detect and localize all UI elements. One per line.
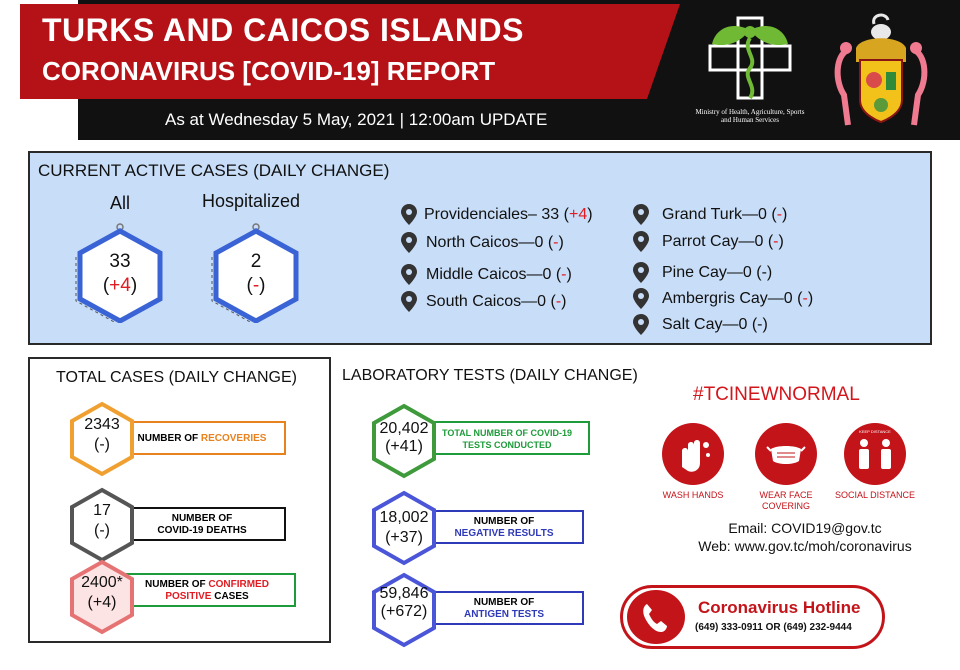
all-label: All xyxy=(110,193,131,213)
caduceus-icon xyxy=(690,10,810,105)
face-mask-icon xyxy=(755,423,817,485)
recoveries-tag: NUMBER OF RECOVERIES xyxy=(118,421,286,455)
antigen-tests-tag: NUMBER OF ANTIGEN TESTS xyxy=(424,591,584,625)
location-pin-icon xyxy=(632,203,650,227)
deaths-hexagon xyxy=(68,487,136,563)
recoveries-value: 2343 xyxy=(84,416,120,433)
deaths-value: 17 xyxy=(93,502,111,519)
deaths-change: (-) xyxy=(94,522,110,539)
recoveries-change: (-) xyxy=(94,436,110,453)
island-grand-turk: Grand Turk—0 (-) xyxy=(632,203,787,227)
location-pin-icon xyxy=(400,231,418,255)
ministry-logo xyxy=(690,10,810,135)
negative-results-change: (+37) xyxy=(385,529,423,546)
hotline-title: Coronavirus Hotline xyxy=(698,598,861,617)
confirmed-tag: NUMBER OF CONFIRMED POSITIVE CASES xyxy=(118,573,296,607)
update-timestamp: As at Wednesday 5 May, 2021 | 12:00am UPDATE xyxy=(165,110,548,129)
deaths-tag: NUMBER OF COVID-19 DEATHS xyxy=(118,507,286,541)
tests-conducted-hexagon xyxy=(370,403,438,479)
page-title: TURKS AND CAICOS ISLANDS xyxy=(42,12,524,48)
hospitalized-hexagon xyxy=(208,223,304,323)
social-distance-label: SOCIAL DISTANCE xyxy=(834,490,915,500)
coat-of-arms-logo xyxy=(826,10,936,135)
all-active-hexagon xyxy=(72,223,168,323)
confirmed-change: (+4) xyxy=(87,594,117,611)
hotline-badge xyxy=(620,585,885,649)
hospitalized-value: 2 xyxy=(250,251,262,272)
hashtag: #TCINEWNORMAL xyxy=(693,384,860,405)
active-cases-heading: CURRENT ACTIVE CASES (DAILY CHANGE) xyxy=(38,161,390,180)
total-cases-panel xyxy=(28,357,331,643)
wash-hands-label: WASH HANDS xyxy=(662,490,724,500)
contact-info xyxy=(690,519,920,555)
recoveries-hexagon xyxy=(68,401,136,477)
keep-distance-sign: KEEP DISTANCE xyxy=(859,429,891,434)
tests-conducted-value: 20,402 xyxy=(379,420,429,437)
ministry-name: Ministry of Health, Agriculture, Sports and Human Services xyxy=(695,108,805,124)
contact-web: Web: www.gov.tc/moh/coronavirus xyxy=(698,538,912,554)
location-pin-icon xyxy=(632,287,650,311)
page-subtitle: CORONAVIRUS [COVID-19] REPORT xyxy=(42,56,496,86)
tests-conducted-tag: TOTAL NUMBER OF COVID-19 TESTS CONDUCTED xyxy=(424,421,590,455)
location-pin-icon xyxy=(632,230,650,254)
island-ambergris-cay: Ambergris Cay—0 (-) xyxy=(632,287,813,311)
phone-icon xyxy=(627,590,685,644)
island-pine-cay: Pine Cay—0 (-) xyxy=(632,261,772,285)
hospitalized-change: (-) xyxy=(246,275,266,296)
location-pin-icon xyxy=(632,313,650,337)
island-south-caicos: South Caicos—0 (-) xyxy=(400,290,567,314)
header xyxy=(0,0,960,140)
total-cases-heading: TOTAL CASES (DAILY CHANGE) xyxy=(56,369,297,386)
antigen-tests-hexagon xyxy=(370,572,438,648)
negative-results-value: 18,002 xyxy=(379,509,429,526)
coat-of-arms-icon xyxy=(826,10,936,135)
location-pin-icon xyxy=(400,203,418,227)
lab-tests-heading: LABORATORY TESTS (DAILY CHANGE) xyxy=(342,367,638,384)
hotline-numbers: (649) 333-0911 OR (649) 232-9444 xyxy=(695,622,852,633)
confirmed-value: 2400* xyxy=(81,574,123,591)
island-middle-caicos: Middle Caicos—0 (-) xyxy=(400,263,572,287)
location-pin-icon xyxy=(400,263,418,287)
active-cases-panel xyxy=(28,151,932,345)
location-pin-icon xyxy=(632,261,650,285)
antigen-tests-value: 59,846 xyxy=(379,585,429,602)
tests-conducted-change: (+41) xyxy=(385,438,423,455)
wash-hands-icon xyxy=(662,423,724,485)
hospitalized-label: Hospitalized xyxy=(202,191,301,211)
confirmed-hexagon xyxy=(68,559,136,635)
contact-email: Email: COVID19@gov.tc xyxy=(728,520,882,536)
social-distance-icon xyxy=(844,423,906,485)
island-providenciales: Providenciales– 33 (+4) xyxy=(400,203,593,227)
negative-results-hexagon xyxy=(370,490,438,566)
island-salt-cay: Salt Cay—0 (-) xyxy=(632,313,768,337)
antigen-tests-change: (+672) xyxy=(380,603,428,620)
island-parrot-cay: Parrot Cay—0 (-) xyxy=(632,230,784,254)
island-north-caicos: North Caicos—0 (-) xyxy=(400,231,564,255)
negative-results-tag: NUMBER OF NEGATIVE RESULTS xyxy=(424,510,584,544)
face-mask-label: WEAR FACE COVERING xyxy=(759,490,813,511)
all-active-change: (+4) xyxy=(102,275,138,296)
location-pin-icon xyxy=(400,290,418,314)
all-active-value: 33 xyxy=(109,251,131,272)
